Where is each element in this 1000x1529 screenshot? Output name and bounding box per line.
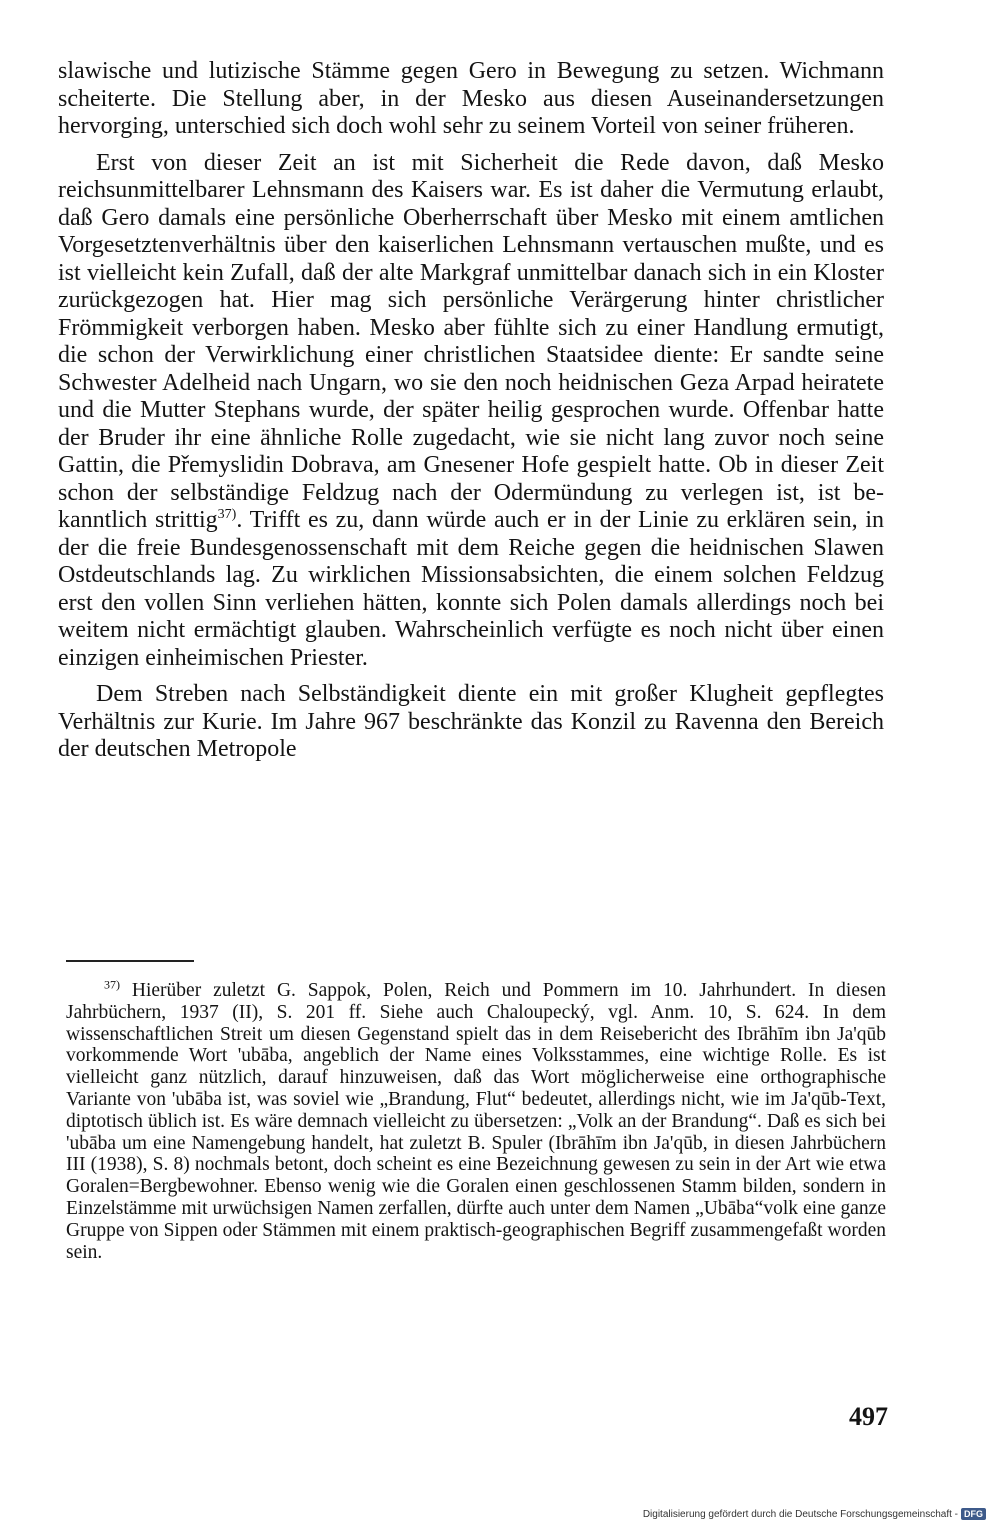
footnote-reference[interactable]: 37) <box>217 507 237 522</box>
digitization-credit-text: Digitalisierung gefördert durch die Deutsche Forschungsgemeinschaft - <box>642 1508 958 1520</box>
footnote-marker: 37) <box>104 977 120 992</box>
dfg-logo-icon: DFG <box>961 1508 986 1520</box>
digitization-credit <box>643 1508 986 1520</box>
footnote-divider <box>66 960 194 962</box>
footnote <box>66 977 886 1263</box>
paragraph-2-tail: . Trifft es zu, dann würde auch er in der Linie zu erklären sein, in der die freie Bundesgenossenschaft mit dem Reiche gegen die heidnischen Slawen Ostdeutschlands lag. Zu wirklichen Missionsabsichten, die einem solchen Feldzug erst den vollen Sinn verliehen hätten, konnte sich Polen damals allerdings noch bei weitem nicht ermächtigt glauben. Wahrscheinlich verfügte es noch nicht über einen einzigen einheimischen Priester. <box>58 507 884 671</box>
paragraph-2-text: Erst von dieser Zeit an ist mit Sicherheit die Rede davon, daß Mesko reichsunmittelbarer Lehnsmann des Kaisers war. Es ist daher die Vermutung erlaubt, daß Gero damals eine persönliche Oberherrschaft über Mesko mit einem amtlichen Vorgesetztenverhältnis über den kaiserlichen Lehnsmann vertauschen mußte, und es ist vielleicht kein Zufall, daß der alte Markgraf unmittelbar danach sich in ein Kloster zurückgezogen hat. Hier mag sich persönliche Verärgerung hinter christlicher Frömmigkeit verborgen haben. Mesko aber fühlte sich zu einer Handlung ermutigt, die schon der Verwirklichung einer christlichen Staatsidee diente: Er sandte seine Schwester Adelheid nach Ungarn, wo sie den noch heidnischen Geza Arpad heiratete und die Mutter Stephans wurde, der später heilig gesprochen wurde. Offenbar hatte der Bruder ihr eine ähnliche Rolle zugedacht, wie sie nicht lang zuvor noch seine Gattin, die Přemyslidin Dobrava, am Gnesener Hofe gespielt hatte. Ob in dieser Zeit schon der selbständige Feldzug nach der Odermündung zu verlegen ist, ist bekanntlich strittig <box>58 149 884 533</box>
footnote-text: Hierüber zuletzt G. Sappok, Polen, Reich und Pommern im 10. Jahrhundert. In diesen Jahrbüchern, 1937 (II), S. 201 ff. Siehe auch Chaloupecký, vgl. Anm. 10, S. 624. In dem wissenschaftlichen Streit um diesen Gegenstand spielt das in dem Reisebericht des Ibrāhīm ibn Ja'qūb vorkommende Wort 'ubāba, angeblich der Name eines Volksstammes, eine wichtige Rolle. Es ist vielleicht ganz nützlich, darauf hinzuweisen, daß das Wort möglicherweise eine orthographische Variante von 'ubāba ist, was soviel wie „Brandung, Flut“ bedeutet, allerdings nicht, wie im Ja'qūb-Text, diptotisch üblich ist. Es wäre demnach vielleicht zu übersetzen: „Volk an der Brandung“. Daß es sich bei 'ubāba um eine Namengebung handelt, hat zuletzt B. Spuler (Ibrāhīm ibn Ja'qūb, in diesen Jahrbüchern III (1938), S. 8) nochmals betont, doch scheint es eine Bezeichnung gewesen zu sein in der Art wie etwa Goralen=Bergbewohner. Ebenso wenig wie die Goralen einen geschlossenen Stamm bilden, sondern in Einzelstämme mit urwüchsigen Namen zerfallen, dürfte auch unter dem Namen „Ubāba“volk eine ganze Gruppe von Sippen oder Stämmen mit einem praktisch-geographischen Begriff zusammengefaßt worden sein. <box>66 980 886 1263</box>
main-text <box>58 58 884 773</box>
paragraph-3: Dem Streben nach Selbständigkeit diente ein mit großer Klugheit gepflegtes Verhältnis zur Kurie. Im Jahre 967 beschränkte das Konzil zu Ravenna den Bereich der deutschen Metropole <box>58 681 884 762</box>
page-number: 497 <box>849 1402 888 1431</box>
paragraph-2 <box>58 150 884 673</box>
paragraph-1: slawische und lutizische Stämme gegen Gero in Bewegung zu setzen. Wichmann scheiterte. Die Stellung aber, in der Mesko aus diesen Auseinandersetzungen hervorging, unterschied sich doch wohl sehr zu seinem Vorteil von seiner früheren. <box>58 58 884 139</box>
